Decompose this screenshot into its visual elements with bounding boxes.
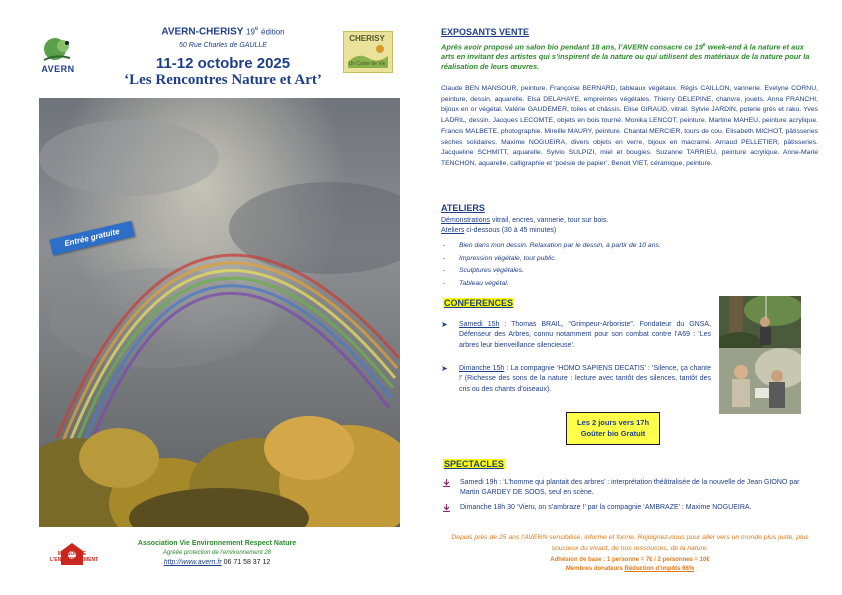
ateliers-heading: ATELIERS bbox=[441, 203, 485, 213]
spectacle-dimanche: Dimanche 18h 30 ‘Vieru, on s’ambraze !’ par la compagnie ‘AMBRAZE’ : Maxime NOGUEIRA. bbox=[441, 503, 816, 513]
list-item: - Bien dans mon dessin. Relaxation par le dessin, à partir de 10 ans. bbox=[441, 240, 801, 253]
avern-logo-text: AVERN bbox=[41, 64, 75, 74]
exposants-intro: Après avoir proposé un salon bio pendant 18 ans, l’AVERN consacre ce 19e week-end à la nature et aux arts en invitant des artistes qui s’inspirent de la nature ou qui utilisent des matériaux de la nature pour la réalisation de leurs œuvres. bbox=[441, 42, 810, 72]
cherisy-logo-text: CHERISY bbox=[349, 34, 385, 43]
exposants-list: Claude BEN MANSOUR, peinture. Françoise BERNARD, tableaux végétaux. Régis CAILLON, vannerie. Evelyne CORNU, peinture, dessin, aquarelle. Elsa DELAHAYE, empreintes végétales. Thierry DELEPINE, chanvre, jouets. Anna FRANCHI, bijoux en or végétal. Valérie GAUDEMER, toiles et châssis. Elise GIRAUD, vitrail. Sylvie JARDIN, poterie grès et raku. Yves LADRIL, dessin. Jacques LECOMTE, objets en bois tourné. Monika LENCOT, peinture. Martine MAHEU, peinture acrylique. Francis MALBETE, photographie. Mireille MAURY, peinture. Chantal MERCIER, tours de cou. Elisabeth MICHOT, pâtisseries sèches solidaires. Maxime NOGUEIRA, divers objets en verre, bijoux en macramé. Arnaud PELLETIER, pâtisseries. Jacqueline SCHMITT, aquarelle. Sylvio SULPIZI, miel et bougies. Suzanne TARRIEU, peinture acrylique. Anne-Marie TENCHON, aquarelle, calligraphie et ‘poésie de papier’. Benoit VIET, céramique, peinture. bbox=[441, 85, 818, 167]
association-contact bbox=[112, 559, 322, 566]
association-name: Association Vie Environnement Respect Nature bbox=[137, 540, 297, 547]
header-title: AVERN-CHERISY 19e édition bbox=[161, 26, 285, 38]
event-name: ‘Les Rencontres Nature et Art’ bbox=[124, 72, 322, 88]
arrow-icon: ➤ bbox=[441, 320, 448, 329]
list-item: - Sculptures végétales. bbox=[441, 265, 801, 278]
list-item: - Impression végétale, tout public. bbox=[441, 253, 801, 266]
arrow-icon: ➤ bbox=[441, 364, 448, 373]
free-entry-badge: Entrée gratuite bbox=[49, 221, 134, 255]
membership-fees: Adhésion de base : 1 personne = 7€ / 2 personnes = 10€ bbox=[550, 557, 710, 563]
closing-message: Depuis près de 25 ans l’AVERN sensibilise, informe et forme. Rejoignez-nous pour aller vers un monde plus juste, plus soucieux du vivant, de nos ressources, de la nature. bbox=[451, 534, 809, 552]
environment-house-logo-text: MAISON DE L'ENVIRONNEMENT bbox=[50, 551, 99, 563]
gouter-box bbox=[566, 412, 660, 445]
donor-info: Membres donateurs Réduction d’impôts 66% bbox=[565, 566, 695, 572]
download-icon bbox=[443, 504, 450, 512]
list-item: - Tableau végétal. bbox=[441, 278, 801, 291]
spectacles-heading: SPECTACLES bbox=[444, 459, 504, 469]
gouter-line2: Goûter bio Gratuit bbox=[580, 429, 646, 438]
event-dates: 11-12 octobre 2025 bbox=[155, 55, 291, 72]
conferences-heading: CONFERENCES bbox=[444, 298, 514, 308]
conference-samedi: ➤ Samedi 15h : Thomas BRAIL, “Grimpeur-Arboriste”. Fondateur du GNSA, Défenseur des Arbres, connu notamment pour son combat contre l’A69 : ‘Les arbres leur bienveillance silencieuse’. bbox=[441, 320, 712, 349]
exposants-heading: EXPOSANTS VENTE bbox=[441, 27, 530, 37]
phone-number: 06 71 58 37 12 bbox=[221, 559, 271, 566]
ateliers-list bbox=[441, 240, 801, 291]
rainbow-photo bbox=[39, 98, 400, 527]
association-agreement: Agréée protection de l’environnement 28 bbox=[162, 550, 272, 556]
header-address: 50 Rue Charles de GAULLE bbox=[179, 42, 267, 49]
website-link[interactable]: http://www.avern.fr bbox=[163, 559, 222, 566]
conference-dimanche: ➤ Dimanche 15h : La compagnie ‘HOMO SAPIENS DECATIS’ : ‘Silence, ça chante !’ (Richesse des sons de la nature : lecture avec tantôt des silences, tantôt des cris ou des chants d’oiseaux). bbox=[441, 364, 712, 393]
membership-info bbox=[510, 556, 750, 574]
spectacle-samedi: Samedi 19h : ‘L’homme qui plantait des arbres’ : interprétation théâtralisée de la nouvelle de Jean GIONO par Martin GARDEY DE SOOS, seul en scène. bbox=[441, 478, 816, 499]
ateliers-description: Démonstrations vitrail, encres, vannerie, tour sur bois. Ateliers ci-dessous (30 à 45 minutes) bbox=[441, 217, 609, 234]
download-icon bbox=[443, 479, 450, 487]
singers-photo bbox=[719, 348, 801, 414]
cherisy-logo-subtitle: Un Cadre de Vie bbox=[348, 61, 386, 67]
gouter-line1: Les 2 jours vers 17h bbox=[576, 418, 650, 427]
